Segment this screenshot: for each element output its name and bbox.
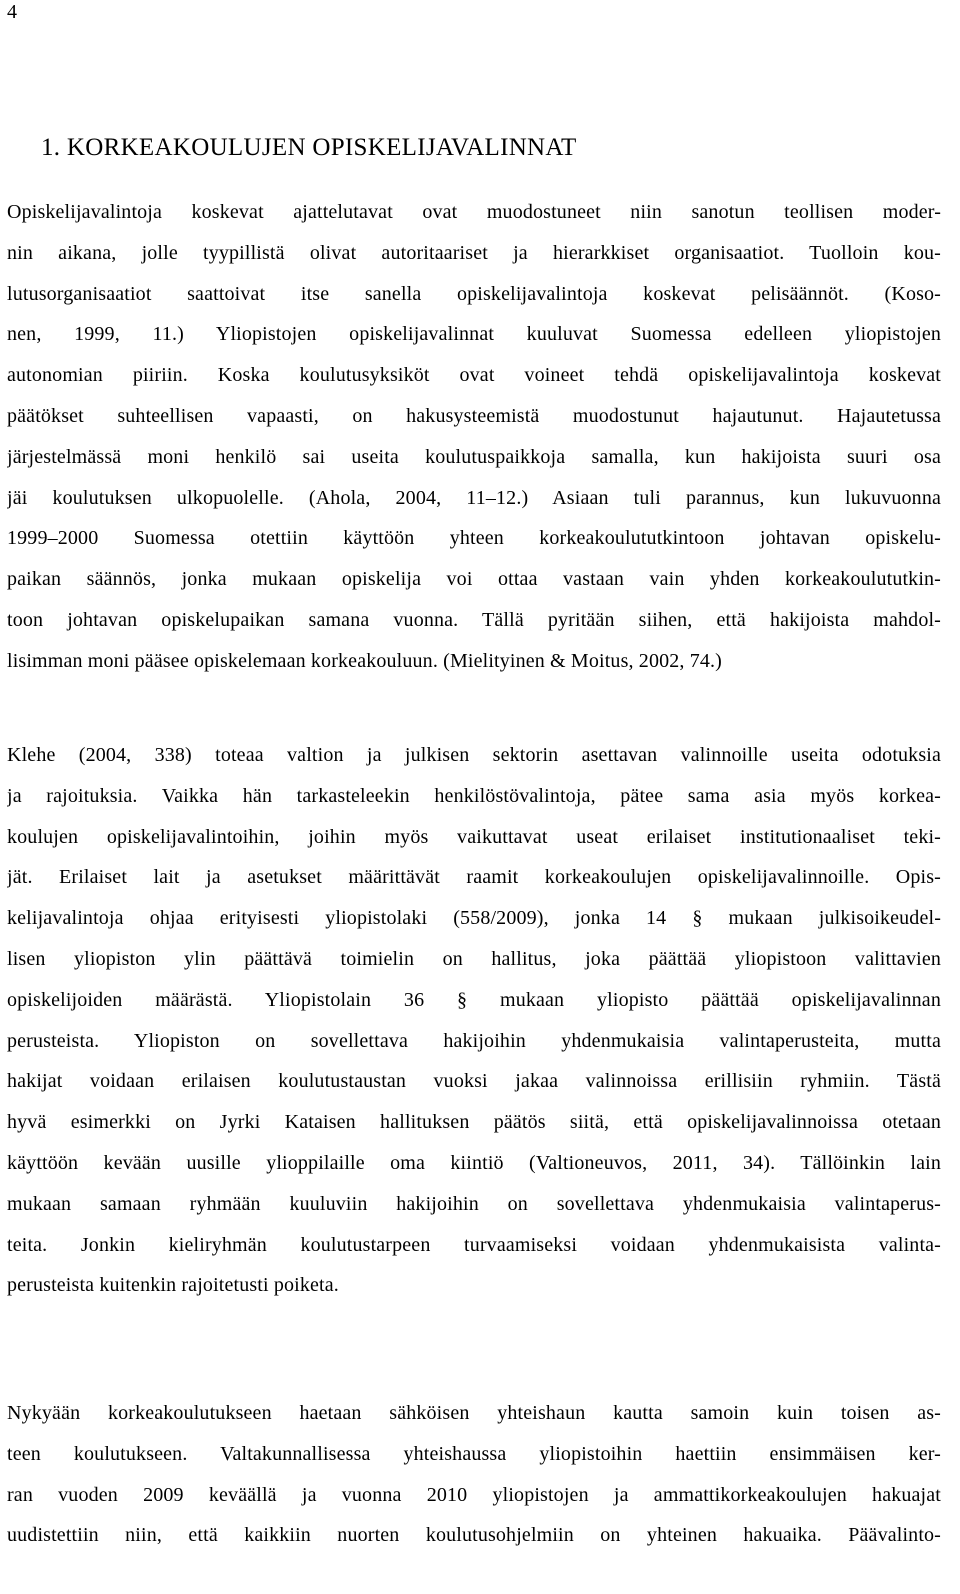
- text-line: nin aikana, jolle tyypillistä olivat autoritaariset ja hierarkkiset organisaatiot. Tuolloin kou-: [7, 241, 941, 264]
- text-line: Opiskelijavalintoja koskevat ajattelutavat ovat muodostuneet niin sanotun teollisen moder-: [7, 201, 941, 223]
- text-line: teita. Jonkin kieliryhmän koulutustarpeen turvaamiseksi voidaan yhdenmukaisista valinta-: [7, 1233, 941, 1256]
- text-line: ja rajoituksia. Vaikka hän tarkasteleekin henkilöstövalintoja, pätee sama asia myös korkea-: [7, 784, 941, 807]
- text-line: päätökset suhteellisen vapaasti, on hakusysteemistä muodostunut hajautunut. Hajautetussa: [7, 404, 941, 427]
- text-line: järjestelmässä moni henkilö sai useita koulutuspaikkoja samalla, kun hakijoista suuri osa: [7, 445, 941, 468]
- text-line: lisimman moni pääsee opiskelemaan korkeakouluun. (Mielityinen & Moitus, 2002, 74.): [7, 649, 722, 672]
- text-line: 1999–2000 Suomessa otettiin käyttöön yhteen korkeakoulututkintoon johtavan opiskelu-: [7, 527, 941, 550]
- text-line: koulujen opiskelijavalintoihin, joihin myös vaikuttavat useat erilaiset institutionaaliset teki-: [7, 825, 941, 848]
- text-line: jäi koulutuksen ulkopuolelle. (Ahola, 2004, 11–12.) Asiaan tuli parannus, kun lukuvuonna: [7, 486, 941, 509]
- text-line: nen, 1999, 11.) Yliopistojen opiskelijavalinnat kuuluvat Suomessa edelleen yliopistojen: [7, 323, 941, 346]
- text-line: autonomian piiriin. Koska koulutusyksiköt ovat voineet tehdä opiskelijavalintoja koskevat: [7, 364, 941, 387]
- text-line: perusteista kuitenkin rajoitetusti poiketa.: [7, 1274, 339, 1297]
- text-line: Klehe (2004, 338) toteaa valtion ja julkisen sektorin asettavan valinnoille useita odotuksia: [7, 744, 941, 766]
- text-line: toon johtavan opiskelupaikan samana vuonna. Tällä pyritään siihen, että hakijoista mahdol-: [7, 608, 941, 631]
- text-line: hakijat voidaan erilaisen koulutustaustan vuoksi jakaa valinnoissa erillisiin ryhmiin. Tästä: [7, 1070, 941, 1093]
- text-line: jät. Erilaiset lait ja asetukset määrittävät raamit korkeakoulujen opiskelijavalinnoille. Opis-: [7, 866, 941, 889]
- text-line: käyttöön kevään uusille ylioppilaille oma kiintiö (Valtioneuvos, 2011, 34). Tällöinkin lain: [7, 1151, 941, 1174]
- paragraph-3: [7, 1393, 941, 1556]
- text-line: Nykyään korkeakoulutukseen haetaan sähköisen yhteishaun kautta samoin kuin toisen as-: [7, 1402, 941, 1424]
- text-line: hyvä esimerkki on Jyrki Kataisen hallituksen päätös siitä, että opiskelijavalinnoissa otetaan: [7, 1111, 941, 1134]
- text-line: lutusorganisaatiot saattoivat itse sanella opiskelijavalintoja koskevat pelisäännöt. (Koso-: [7, 282, 941, 305]
- text-line: lisen yliopiston ylin päättävä toimielin on hallitus, joka päättää yliopistoon valittavien: [7, 947, 941, 970]
- text-line: paikan säännös, jonka mukaan opiskelija voi ottaa vastaan vain yhden korkeakoulututkin-: [7, 568, 941, 591]
- text-line: uudistettiin niin, että kaikkiin nuorten koulutusohjelmiin on yhteinen hakuaika. Päävalinto-: [7, 1524, 941, 1547]
- text-line: teen koulutukseen. Valtakunnallisessa yhteishaussa yliopistoihin haettiin ensimmäisen ker-: [7, 1442, 941, 1465]
- chapter-heading: 1. KORKEAKOULUJEN OPISKELIJAVALINNAT: [41, 134, 577, 161]
- text-line: mukaan samaan ryhmään kuuluviin hakijoihin on sovellettava yhdenmukaisia valintaperus-: [7, 1192, 941, 1215]
- text-line: ran vuoden 2009 keväällä ja vuonna 2010 yliopistojen ja ammattikorkeakoulujen hakuajat: [7, 1483, 941, 1506]
- text-line: perusteista. Yliopiston on sovellettava hakijoihin yhdenmukaisia valintaperusteita, mutta: [7, 1029, 941, 1052]
- text-line: opiskelijoiden määrästä. Yliopistolain 36 § mukaan yliopisto päättää opiskelijavalinnan: [7, 988, 941, 1011]
- text-line: kelijavalintoja ohjaa erityisesti yliopistolaki (558/2009), jonka 14 § mukaan julkisoikeudel-: [7, 907, 941, 930]
- paragraph-2: [7, 735, 941, 1306]
- paragraph-1: [7, 192, 941, 682]
- page-number: 4: [7, 1, 17, 23]
